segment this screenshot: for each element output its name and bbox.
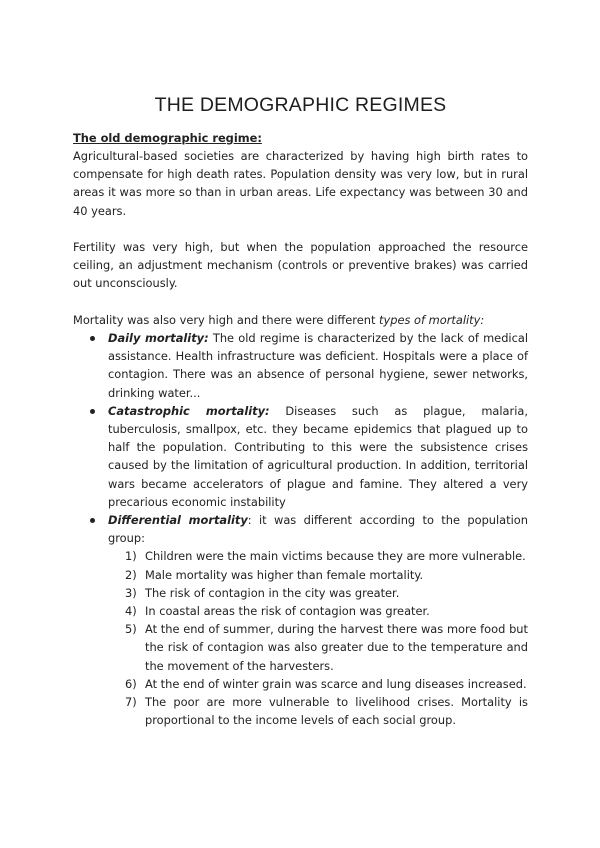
paragraph-fertility: Fertility was very high, but when the population approached the resource ceiling, an adjustment mechanism (controls or preventive brakes) was carried out unconsciously. [73, 240, 528, 291]
item-text: Male mortality was higher than female mortality. [145, 567, 424, 582]
bullet-icon [90, 409, 95, 414]
numbered-item [73, 602, 528, 620]
item-text: At the end of summer, during the harvest there was more food but the risk of contagion was also greater due to the temperature and the movement of the harvesters. [145, 622, 528, 673]
item-text: The risk of contagion in the city was greater. [145, 585, 400, 600]
numbered-item [73, 566, 528, 584]
paragraph-gap [73, 220, 528, 238]
list-item-daily-mortality [73, 329, 528, 402]
item-text: The poor are more vulnerable to livelihood crises. Mortality is proportional to the income levels of each social group. [145, 695, 528, 728]
bullet-text: Diseases such as plague, malaria, tuberculosis, smallpox, etc. they became epidemics that plagued up to half the population. Contributing to this were the subsistence crises caused by the limitation of agricultural production. In addition, territorial wars became accelerators of plague and famine. They altered a very precarious economic instability [108, 403, 528, 509]
bullet-icon [90, 518, 95, 523]
item-number: 5) [125, 622, 137, 637]
document-page [73, 0, 528, 729]
bullet-icon [90, 336, 95, 341]
mortality-intro-text: Mortality was also very high and there were different [73, 312, 380, 327]
bullet-text: The old regime is characterized by the lack of medical assistance. Health infrastructure was deficient. Hospitals were a place of contagion. There was an absence of personal hygiene, sewer networks, drinking water... [108, 331, 528, 400]
item-number: 3) [125, 585, 137, 600]
differential-mortality-list [73, 547, 528, 729]
numbered-item [73, 547, 528, 565]
mortality-intro-emphasis: types of mortality: [379, 312, 485, 327]
mortality-types-list [73, 329, 528, 547]
item-number: 7) [125, 695, 137, 710]
numbered-item [73, 620, 528, 675]
item-number: 1) [125, 549, 137, 564]
bullet-lead: Differential mortality [108, 513, 248, 528]
item-number: 4) [125, 604, 137, 619]
page-title: THE DEMOGRAPHIC REGIMES [154, 94, 447, 116]
list-item-differential-mortality [73, 511, 528, 547]
item-number: 6) [125, 676, 137, 691]
bullet-lead: Daily mortality: [108, 331, 209, 345]
paragraph-mortality-intro [73, 311, 528, 329]
section-heading: The old demographic regime: [73, 131, 262, 145]
item-number: 2) [125, 567, 137, 582]
bullet-text: : it was different according to the population group: [108, 513, 528, 546]
list-item-catastrophic-mortality [73, 402, 528, 511]
item-text: Children were the main victims because they are more vulnerable. [145, 549, 526, 564]
item-text: At the end of winter grain was scarce and lung diseases increased. [145, 676, 527, 691]
paragraph-gap [73, 293, 528, 311]
bullet-lead: Catastrophic mortality: [108, 403, 270, 418]
numbered-item [73, 693, 528, 729]
item-text: In coastal areas the risk of contagion was greater. [145, 604, 430, 619]
paragraph-demographics: Agricultural-based societies are characterized by having high birth rates to compensate for high death rates. Population density was very low, but in rural areas it was more so than in urban areas. Life expectancy was between 30 and 40 years. [73, 149, 528, 218]
numbered-item [73, 584, 528, 602]
numbered-item [73, 675, 528, 693]
